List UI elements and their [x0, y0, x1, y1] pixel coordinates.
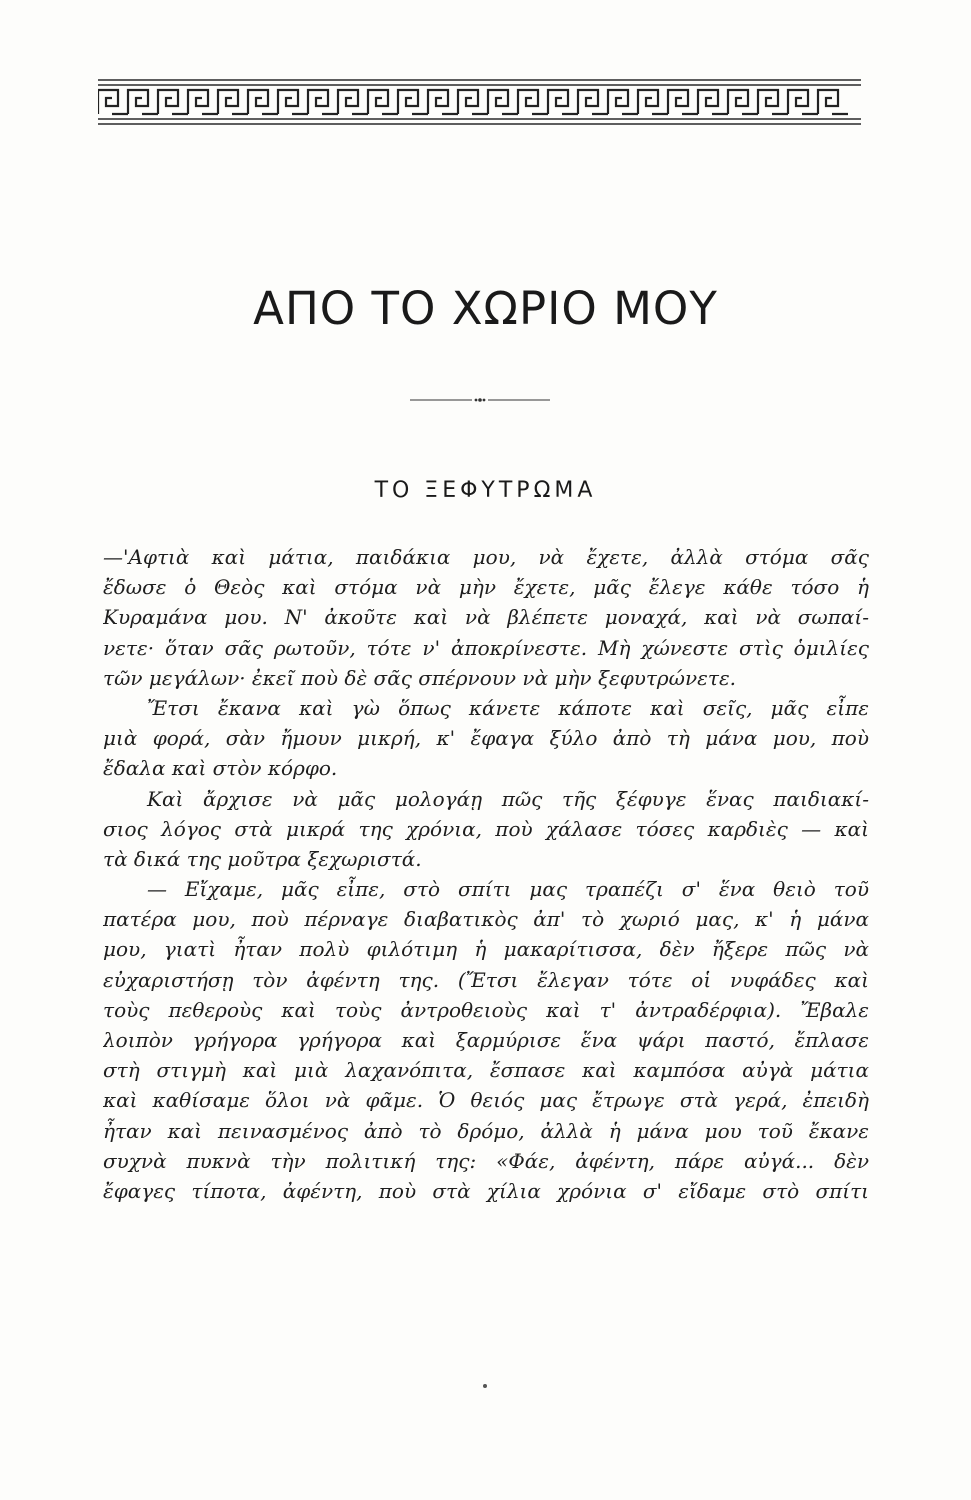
meander-segment	[728, 90, 758, 114]
meander-segment	[248, 90, 278, 114]
meander-segment	[278, 90, 308, 114]
text-line: ἔφαγες τίποτα, ἀφέντη, ποὺ στὰ χίλια χρόνια σ' εἴδαμε στὸ σπίτι	[103, 1178, 869, 1203]
text-line: στὴ στιγμὴ καὶ μιὰ λαχανόπιτα, ἔσπασε καὶ καμπόσα αὐγὰ μάτια	[103, 1058, 869, 1083]
text-line: τὰ δικά της μοῦτρα ξεχωριστά.	[103, 846, 422, 871]
meander-segment	[668, 90, 698, 114]
meander-segment	[548, 90, 578, 114]
text-line: ἔδωσε ὁ Θεὸς καὶ στόμα νὰ μὴν ἔχετε, μᾶς ἔλεγε κάθε τόσο ἡ	[103, 575, 869, 600]
chapter-body	[103, 542, 869, 1206]
text-line: πατέρα μου, ποὺ πέρναγε διαβατικὸς ἀπ' τὸ χωριό μας, κ' ἡ μάνα	[103, 907, 869, 932]
text-line: ἦταν καὶ πεινασμένος ἀπὸ τὸ δρόμο, ἀλλὰ ἡ μάνα μου τοῦ ἔκανε	[103, 1118, 869, 1143]
greek-key-border-ornament	[98, 78, 861, 126]
meander-segment	[368, 90, 398, 114]
text-line: Κυραμάνα μου. Ν' ἀκοῦτε καὶ νὰ βλέπετε μοναχά, καὶ νὰ σωπαί-	[103, 605, 869, 630]
text-line: σιος λόγος στὰ μικρά της χρόνια, ποὺ χάλασε τόσες καρδιὲς — καὶ	[103, 816, 869, 841]
text-line: καὶ καθίσαμε ὅλοι νὰ φᾶμε. Ὁ θειός μας ἔτρωγε στὰ γερά, ἐπειδὴ	[103, 1088, 869, 1113]
text-line: συχνὰ πυκνὰ τὴν πολιτική της: «Φάε, ἀφέντη, πάρε αὐγά... δὲν	[103, 1148, 869, 1173]
text-line: εὐχαριστήσῃ τὸν ἀφέντη της. (Ἔτσι ἔλεγαν τότε οἱ νυφάδες καὶ	[103, 967, 869, 992]
meander-segment	[488, 90, 518, 114]
meander-segment	[188, 90, 218, 114]
print-speck	[483, 1384, 487, 1388]
text-line: τοὺς πεθεροὺς καὶ τοὺς ἀντροθειοὺς καὶ τ' ἀντραδέρφια). Ἔβαλε	[103, 997, 869, 1022]
meander-segment	[608, 90, 638, 114]
book-title: ΑΠΟ ΤΟ ΧΩΡΙΟ ΜΟΥ	[253, 282, 718, 335]
chapter-title: ΤΟ ΞΕΦΥΤΡΩΜΑ	[374, 478, 597, 503]
meander-segment	[758, 90, 788, 114]
meander-segment	[398, 90, 428, 114]
title-divider-ornament	[410, 397, 550, 403]
text-line: νετε· ὅταν σᾶς ρωτοῦν, τότε ν' ἀποκρίνεστε. Μὴ χώνεστε στὶς ὁμιλίες	[103, 635, 869, 660]
meander-segment	[458, 90, 488, 114]
meander-segment	[98, 90, 128, 114]
meander-segment	[698, 90, 728, 114]
meander-segment	[308, 90, 338, 114]
text-line: —'Αφτιὰ καὶ μάτια, παιδάκια μου, νὰ ἔχετε, ἀλλὰ στόμα σᾶς	[103, 545, 869, 569]
meander-segment	[578, 90, 608, 114]
text-line: — Εἴχαμε, μᾶς εἶπε, στὸ σπίτι μας τραπέζι σ' ἕνα θειὸ τοῦ	[147, 877, 869, 902]
text-line: Καὶ ἄρχισε νὰ μᾶς μολογάῃ πῶς τῆς ξέφυγε ἕνας παιδιακί-	[147, 786, 869, 811]
meander-segment	[818, 90, 848, 114]
meander-segment	[518, 90, 548, 114]
text-line: τῶν μεγάλων· ἐκεῖ ποὺ δὲ σᾶς σπέρνουν νὰ μὴν ξεφυτρώνετε.	[103, 665, 737, 690]
text-line: μου, γιατὶ ἦταν πολὺ φιλότιμη ἡ μακαρίτισσα, δὲν ἤξερε πῶς νὰ	[103, 937, 869, 962]
meander-segment	[338, 90, 368, 114]
meander-segment	[218, 90, 248, 114]
meander-segment	[128, 90, 158, 114]
text-line: Ἔτσι ἔκανα καὶ γὼ ὅπως κάνετε κάποτε καὶ σεῖς, μᾶς εἶπε	[147, 695, 869, 720]
text-line: ἔδαλα καὶ στὸν κόρφο.	[103, 756, 338, 781]
meander-segment	[788, 90, 818, 114]
text-line: λοιπὸν γρήγορα γρήγορα καὶ ξαρμύρισε ἕνα ψάρι παστό, ἔπλασε	[103, 1028, 869, 1052]
meander-segment	[428, 90, 458, 114]
meander-segment	[158, 90, 188, 114]
text-line: μιὰ φορά, σὰν ἤμουν μικρή, κ' ἔφαγα ξύλο ἀπὸ τὴ μάνα μου, ποὺ	[103, 726, 869, 751]
meander-segment	[638, 90, 668, 114]
